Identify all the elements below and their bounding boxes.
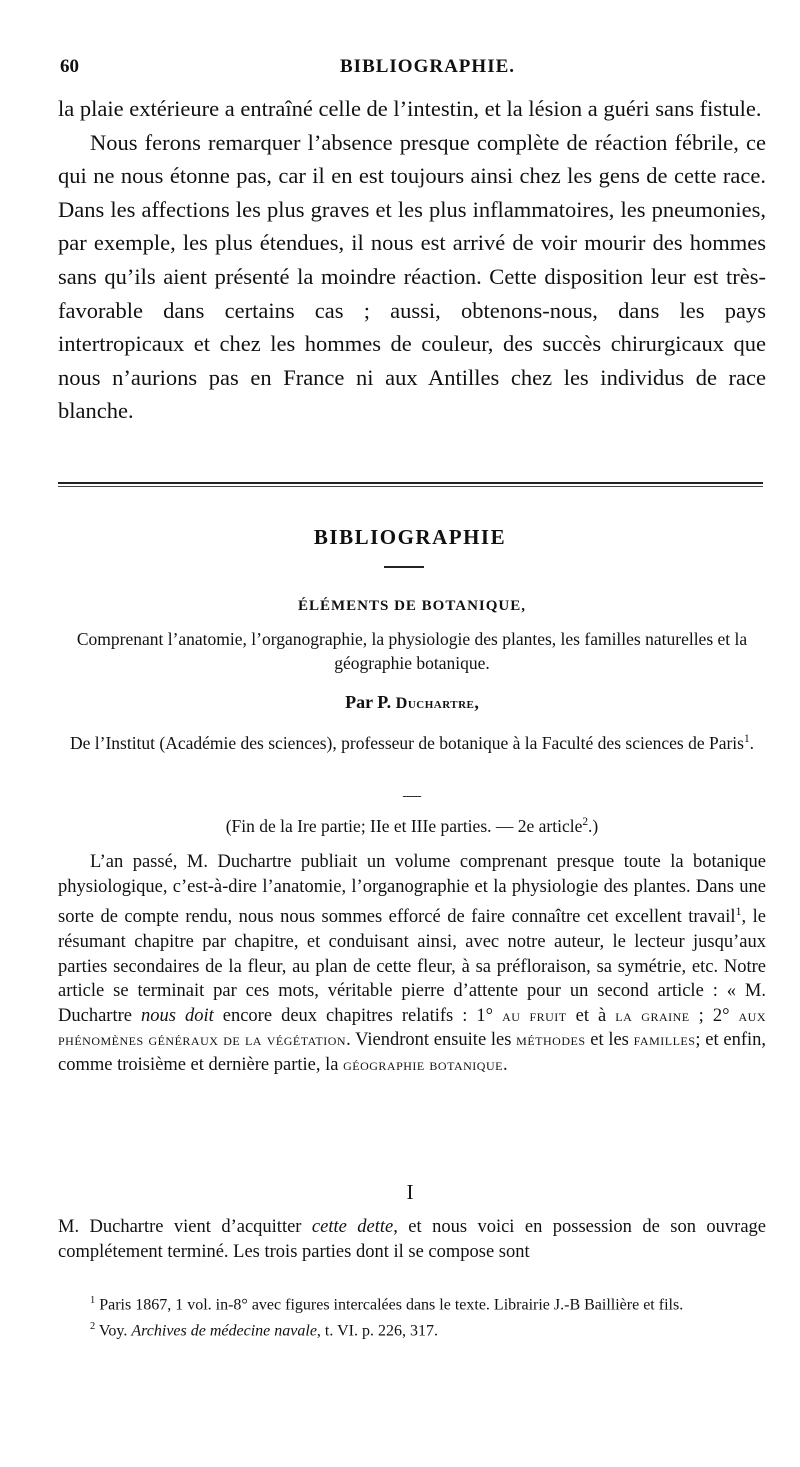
book-author [58, 692, 766, 713]
author-name: Duchartre [395, 694, 475, 712]
review-smallcaps-5: familles [633, 1030, 696, 1050]
heading-rule [384, 566, 424, 568]
page-header [60, 56, 760, 86]
bibliography-heading: BIBLIOGRAPHIE [313, 525, 507, 549]
author-suffix: , [474, 692, 479, 712]
footnote-2 [58, 1316, 766, 1342]
section-text-b: , et nous voici en possession de son ouvrage complétement terminé. Les trois parties dont il se compose sont [58, 1217, 766, 1262]
footnote-2-text-a: Voy. [95, 1322, 132, 1340]
review-text-i: . [502, 1054, 508, 1075]
review-paragraph [58, 850, 766, 1078]
footnote-ref-2: 2 [582, 816, 589, 829]
author-prefix: Par P. [345, 692, 396, 712]
page-number: 60 [60, 56, 79, 77]
review-text-d: et à [566, 1005, 616, 1026]
section-emphasis: cette dette [311, 1217, 394, 1237]
review-smallcaps-6: géographie botanique [343, 1054, 503, 1074]
separator-dash: — [403, 785, 421, 805]
footnotes [58, 1290, 766, 1343]
footnote-2-emphasis: Archives de médecine navale [131, 1322, 317, 1340]
review-text-h: ; et enfin, comme troisième et dernière partie, la [58, 1030, 766, 1075]
book-title: ÉLÉMENTS DE BOTANIQUE, [297, 598, 526, 614]
review-smallcaps-4: méthodes [516, 1030, 586, 1050]
part-note-end: .) [588, 816, 599, 836]
section-text [58, 1215, 766, 1264]
review-smallcaps-3: aux phénomènes généraux de la végétation [58, 1005, 766, 1050]
footnote-1-text: Paris 1867, 1 vol. in-8° avec figures intercalées dans le texte. Librairie J.-B Baillière et fils. [95, 1296, 684, 1314]
section-divider-thin [58, 486, 763, 487]
part-note-text: (Fin de la Ire partie; IIe et IIIe parties. — 2e article [225, 816, 583, 836]
section-paragraph [58, 1215, 766, 1264]
review-text-e: ; 2° [689, 1005, 739, 1026]
section-text-a: M. Duchartre vient d’acquitter [58, 1217, 312, 1237]
affiliation-text: De l’Institut (Académie des sciences), professeur de botanique à la Faculté des sciences de Paris [69, 732, 744, 753]
footnote-2-number: 2 [90, 1321, 96, 1333]
footnote-1 [58, 1290, 766, 1316]
review-text [58, 850, 766, 1078]
book-subtitle: Comprenant l’anatomie, l’organographie, la physiologie des plantes, les familles naturelles et la géographie botanique. [76, 629, 748, 673]
footnote-ref-1: 1 [743, 733, 750, 745]
review-footnote-ref: 1 [735, 904, 742, 919]
review-text-b: , le résumant chapitre par chapitre, et conduisant ainsi, avec notre auteur, le lecteur jusqu’aux parties secondaires de la fleur, au plan de cette fleur, à sa préfloraison, sa symétrie, etc. Notre article se terminait par ces mots, véritable pierre d’attente pour un second article : « M. Duchartre [58, 907, 766, 1026]
footnote-1-number: 1 [90, 1295, 96, 1306]
review-text-a: L’an passé, M. Duchartre publiait un volume comprenant presque toute la botanique physiologique, c’est-à-dire l’anatomie, l’organographie et la physiologie des plantes. Dans une sorte de compte rendu, nous nous sommes efforcé de faire connaître cet excellent travail [58, 852, 766, 928]
footnote-2-text-b: , t. VI. p. 226, 317. [316, 1322, 438, 1340]
review-emphasis: nous doit [140, 1005, 214, 1026]
part-note [58, 816, 766, 837]
review-smallcaps-2: la graine [615, 1005, 690, 1025]
intro-paragraph-2: Nous ferons remarquer l’absence presque complète de réaction fébrile, ce qui ne nous étonne pas, car il en est toujours ainsi chez les gens de cette race. Dans les affections les plus graves et les plus inflammatoires, les pneumonies, par exemple, les plus étendues, il nous est arrivé de voir mourir des hommes sans qu’ils aient présenté la moindre réaction. Cette disposition leur est très-favorable dans certains cas ; aussi, obtenons-nous, dans les pays intertropicaux et chez les hommes de couleur, des succès chirurgicaux que nous n’aurions pas en France ni aux Antilles chez les individus de race blanche. [58, 129, 766, 424]
author-affiliation: De l’Institut (Académie des sciences), professeur de botanique à la Faculté des sciences de Paris$^1$. [69, 732, 755, 753]
intro-paragraph-1: la plaie extérieure a entraîné celle de l’intestin, et la lésion a guéri sans fistule. [58, 96, 762, 121]
review-text-g: et les [585, 1030, 634, 1051]
running-title: BIBLIOGRAPHIE. [340, 56, 516, 77]
review-text-f: . Viendront ensuite les [346, 1030, 517, 1051]
review-smallcaps-1: au fruit [502, 1005, 567, 1025]
section-divider [58, 482, 763, 484]
section-numeral: I [406, 1180, 414, 1204]
review-text-c: encore deux chapitres relatifs : 1° [213, 1005, 503, 1026]
intro-text [58, 92, 766, 428]
